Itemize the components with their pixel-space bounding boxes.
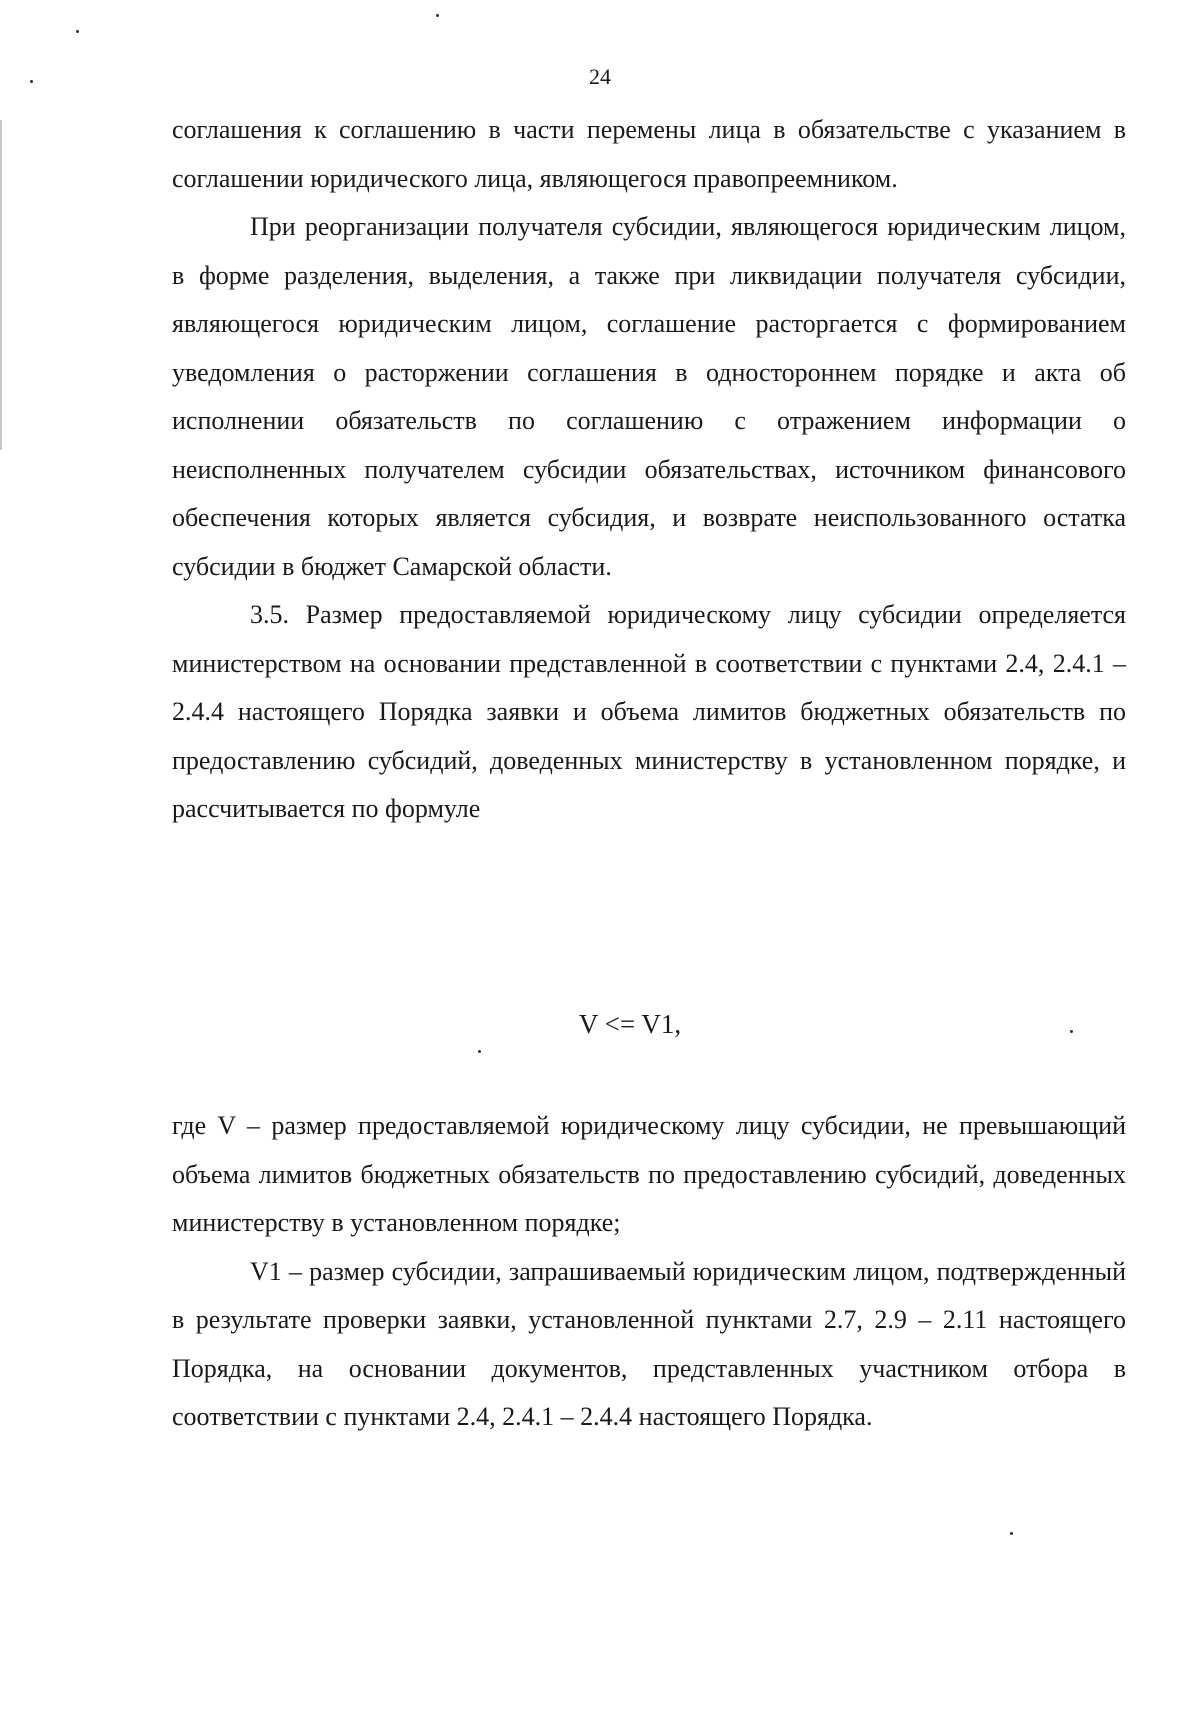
paragraph-v1-definition: V1 – размер субсидии, запрашиваемый юридическим лицом, подтвержденный в результате проверки заявки, установленной пунктами 2.7, 2.9 – 2.11 настоящего Порядка, на основании документов, представленных участником отбора в соответствии с пунктами 2.4, 2.4.1 – 2.4.4 настоящего Порядка.: [172, 1256, 1126, 1431]
formula: V <= V1,: [578, 1009, 682, 1039]
scan-speck: [1010, 1532, 1013, 1535]
scan-speck: [1070, 1030, 1073, 1033]
scan-edge-mark: [0, 120, 2, 450]
paragraph-3-5-subsidy-size: 3.5. Размер предоставляемой юридическому лицу субсидии определяется министерством на основании представленной в соответствии с пунктами 2.4, 2.4.1 – 2.4.4 настоящего Порядка заявки и объема лимитов бюджетных обязательств по предоставлению субсидий, доведенных министерству в установленном порядке, и рассчитывается по формуле: [172, 600, 1126, 823]
scan-speck: [76, 30, 79, 33]
scan-speck: [436, 14, 439, 17]
document-body-bottom: [172, 1102, 1126, 1442]
page-number: 24: [589, 64, 611, 89]
paragraph-v-definition: где V – размер предоставляемой юридическому лицу субсидии, не превышающий объема лимитов бюджетных обязательств по предоставлению субсидий, доведенных министерству в установленном порядке;: [172, 1111, 1126, 1237]
paragraph-reorganization: При реорганизации получателя субсидии, являющегося юридическим лицом, в форме разделения, выделения, а также при ликвидации получателя субсидии, являющегося юридическим лицом, соглашение расторгается с формированием уведомления о расторжении соглашения в одностороннем порядке и акта об исполнении обязательств по соглашению с отражением информации о неисполненных получателем субсидии обязательствах, источником финансового обеспечения которых является субсидия, и возврате неиспользованного остатка субсидии в бюджет Самарской области.: [172, 212, 1126, 581]
paragraph-continuation: соглашения к соглашению в части перемены лица в обязательстве с указанием в соглашении юридического лица, являющегося правопреемником.: [172, 115, 1126, 193]
document-body-top: [172, 106, 1126, 834]
scan-speck: [478, 1050, 481, 1053]
scan-speck: [30, 80, 33, 83]
